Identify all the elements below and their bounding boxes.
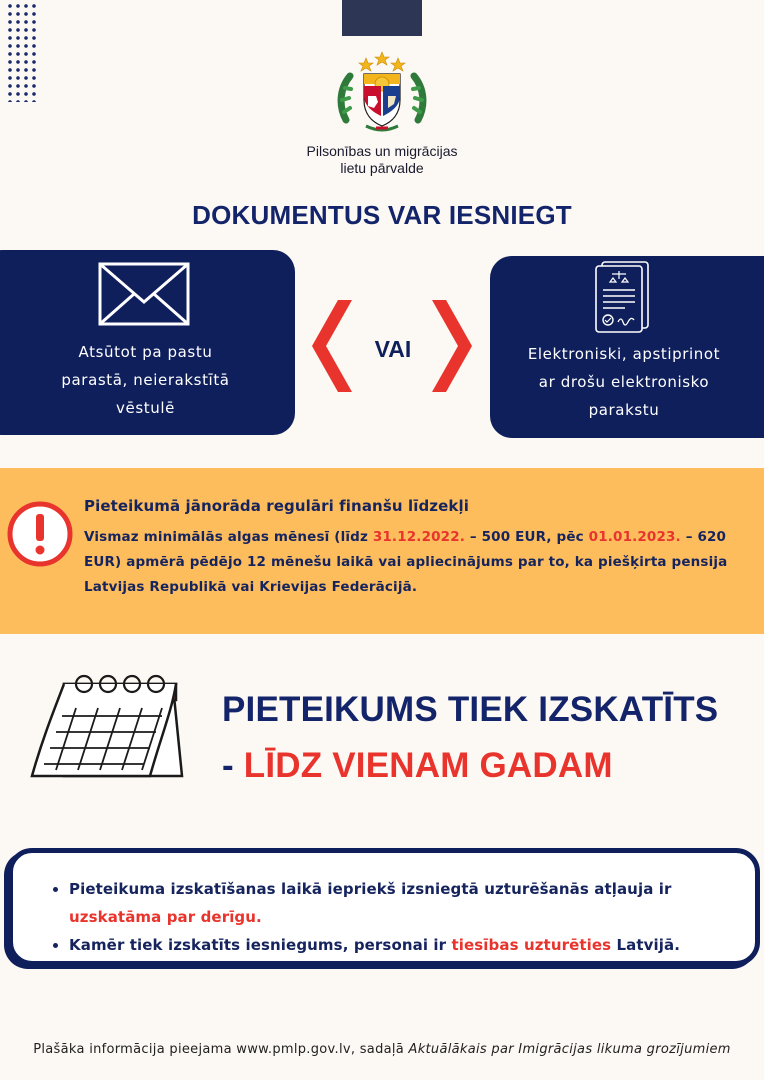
residence-info-box (8, 848, 760, 966)
bullet-2-highlight: tiesības uzturēties (451, 936, 612, 954)
footer-section-name: Aktuālākais par Imigrācijas likuma grozījumiem (408, 1042, 731, 1057)
mail-option-line2: parastā, neierakstītā (61, 371, 230, 389)
signed-document-icon (592, 260, 652, 334)
agency-name-line2: lietu pārvalde (340, 160, 424, 176)
exclamation-icon (6, 500, 74, 568)
page-heading: DOKUMENTUS VAR IESNIEGT (192, 200, 572, 230)
list-item (69, 931, 739, 959)
agency-name (250, 143, 514, 177)
notice-body-part3: – 620 EUR) apmērā pēdējo 12 mēnešu laikā vai apliecinājums par to, ka piešķirta pensija Latvijas Republikā vai Krievijas Federācijā. (84, 529, 728, 595)
review-duration-subtitle (222, 746, 613, 786)
notice-body-part1: Vismaz minimālās algas mēnesī (līdz (84, 529, 373, 545)
review-duration-highlight: LĪDZ VIENAM GADAM (243, 746, 613, 785)
bullet-1-highlight: uzskatāma par derīgu (69, 908, 257, 926)
bullet-2-text: Kamēr tiek izskatīts iesniegums, personai ir (69, 936, 452, 954)
mail-option-card (0, 250, 295, 435)
review-dash: - (222, 746, 244, 785)
list-item (69, 875, 739, 931)
mail-option-text (0, 338, 295, 422)
top-decor-bar (342, 0, 422, 36)
latvian-coat-of-arms-icon (336, 50, 428, 136)
bullet-1-suffix: . (256, 908, 262, 926)
electronic-option-line3: parakstu (588, 401, 660, 419)
notice-body (84, 525, 756, 600)
footer-note (0, 1042, 764, 1057)
notice-title: Pieteikumā jānorāda regulāri finanšu līdzekļi (84, 497, 469, 515)
electronic-option-line2: ar drošu elektronisko (538, 373, 710, 391)
electronic-option-card (490, 256, 764, 438)
calendar-icon (28, 670, 188, 782)
decorative-dots (6, 2, 38, 102)
residence-info-list (59, 875, 739, 959)
or-separator: VAI (374, 336, 412, 362)
footer-text: Plašāka informācija pieejama www.pmlp.gov.lv, sadaļā (33, 1042, 409, 1057)
bullet-1-text: Pieteikuma izskatīšanas laikā iepriekš izsniegtā uzturēšanās atļauja ir (69, 880, 672, 898)
chevron-right-icon (432, 300, 472, 392)
electronic-option-text (490, 340, 764, 424)
envelope-icon (98, 262, 190, 326)
chevron-left-icon (312, 300, 352, 392)
notice-date-after: 01.01.2023. (588, 529, 681, 545)
bullet-2-suffix: Latvijā. (611, 936, 681, 954)
notice-date-before: 31.12.2022. (372, 529, 466, 545)
mail-option-line1: Atsūtot pa pastu (78, 343, 213, 361)
agency-name-line1: Pilsonības un migrācijas (306, 143, 458, 159)
electronic-option-line1: Elektroniski, apstiprinot (527, 345, 721, 363)
notice-body-part2: – 500 EUR, pēc (465, 529, 589, 545)
mail-option-line3: vēstulē (116, 399, 175, 417)
review-duration-title: PIETEIKUMS TIEK IZSKATĪTS (222, 690, 719, 729)
